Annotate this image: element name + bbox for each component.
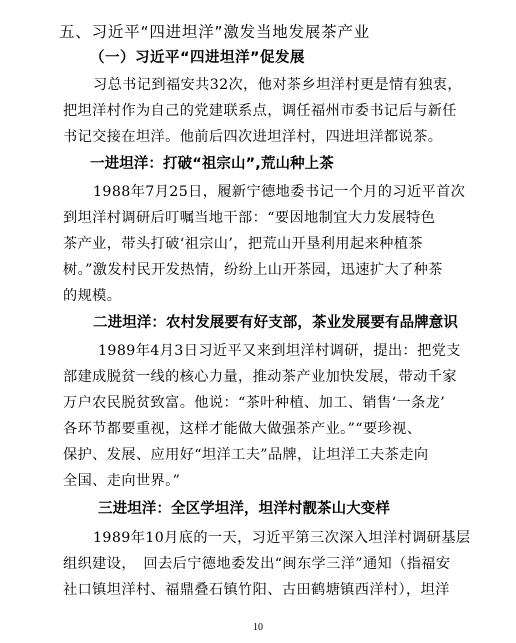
paragraph-line: 1989年10月底的一天，习近平第三次深入坦洋村调研基层: [93, 530, 471, 546]
paragraph-line: 到坦洋村调研后叮嘱当地干部：“要因地制宜大力发展特色: [63, 210, 436, 226]
paragraph-line: 1988年7月25日，履新宁德地委书记一个月的习近平首次: [93, 184, 466, 200]
paragraph-line: 保护、发展、应用好“坦洋工夫”品牌，让坦洋工夫茶走向: [63, 447, 429, 463]
section-title: 五、习近平“四进坦洋”激发当地发展茶产业: [59, 23, 371, 41]
paragraph-line: 把坦洋村作为自己的党建联系点，调任福州市委书记后与新任: [63, 103, 457, 119]
visit1-heading: 一进坦洋：打破“祖宗山”,荒山种上茶: [90, 156, 334, 172]
paragraph-line: 各环节都要重视，这样才能做大做强茶产业。”“要珍视、: [63, 421, 422, 437]
paragraph-line: 社口镇坦洋村、福鼎叠石镇竹阳、古田鹤塘镇西洋村），坦洋: [63, 582, 450, 598]
paragraph-line: 树。”激发村民开发热情，纷纷上山开茶园，迅速扩大了种茶: [63, 262, 443, 278]
paragraph-line: 部建成脱贫一线的核心力量，推动茶产业加快发展，带动千家: [63, 369, 457, 385]
paragraph-line: 书记交接在坦洋。他前后四次进坦洋村，四进坦洋都说茶。: [63, 129, 443, 145]
paragraph-line: 全国、走向世界。”: [63, 473, 181, 489]
subsection-title: （一）习近平“四进坦洋”促发展: [90, 50, 306, 66]
visit2-heading: 二进坦洋：农村发展要有好支部，茶业发展要有品牌意识: [93, 315, 458, 331]
paragraph-line: 组织建设， 回去后宁德地委发出“闽东学三洋”通知（指福安: [63, 556, 451, 572]
paragraph-line: 万户农民脱贫致富。他说：“茶叶种植、加工、销售‘一条龙’: [63, 395, 446, 411]
paragraph-line: 1989年4月3日习近平又来到坦洋村调研，提出：把党支: [98, 343, 461, 359]
paragraph-line: 茶产业，带头打破‘祖宗山’，把荒山开垦利用起来种植茶: [63, 236, 423, 252]
paragraph-line: 习总书记到福安共32次，他对茶乡坦洋村更是情有独衷，: [93, 77, 462, 93]
paragraph-line: 的规模。: [63, 288, 122, 304]
visit3-heading: 三进坦洋：全区学坦洋，坦洋村靓茶山大变样: [98, 501, 390, 517]
page-number: 10: [253, 622, 263, 633]
